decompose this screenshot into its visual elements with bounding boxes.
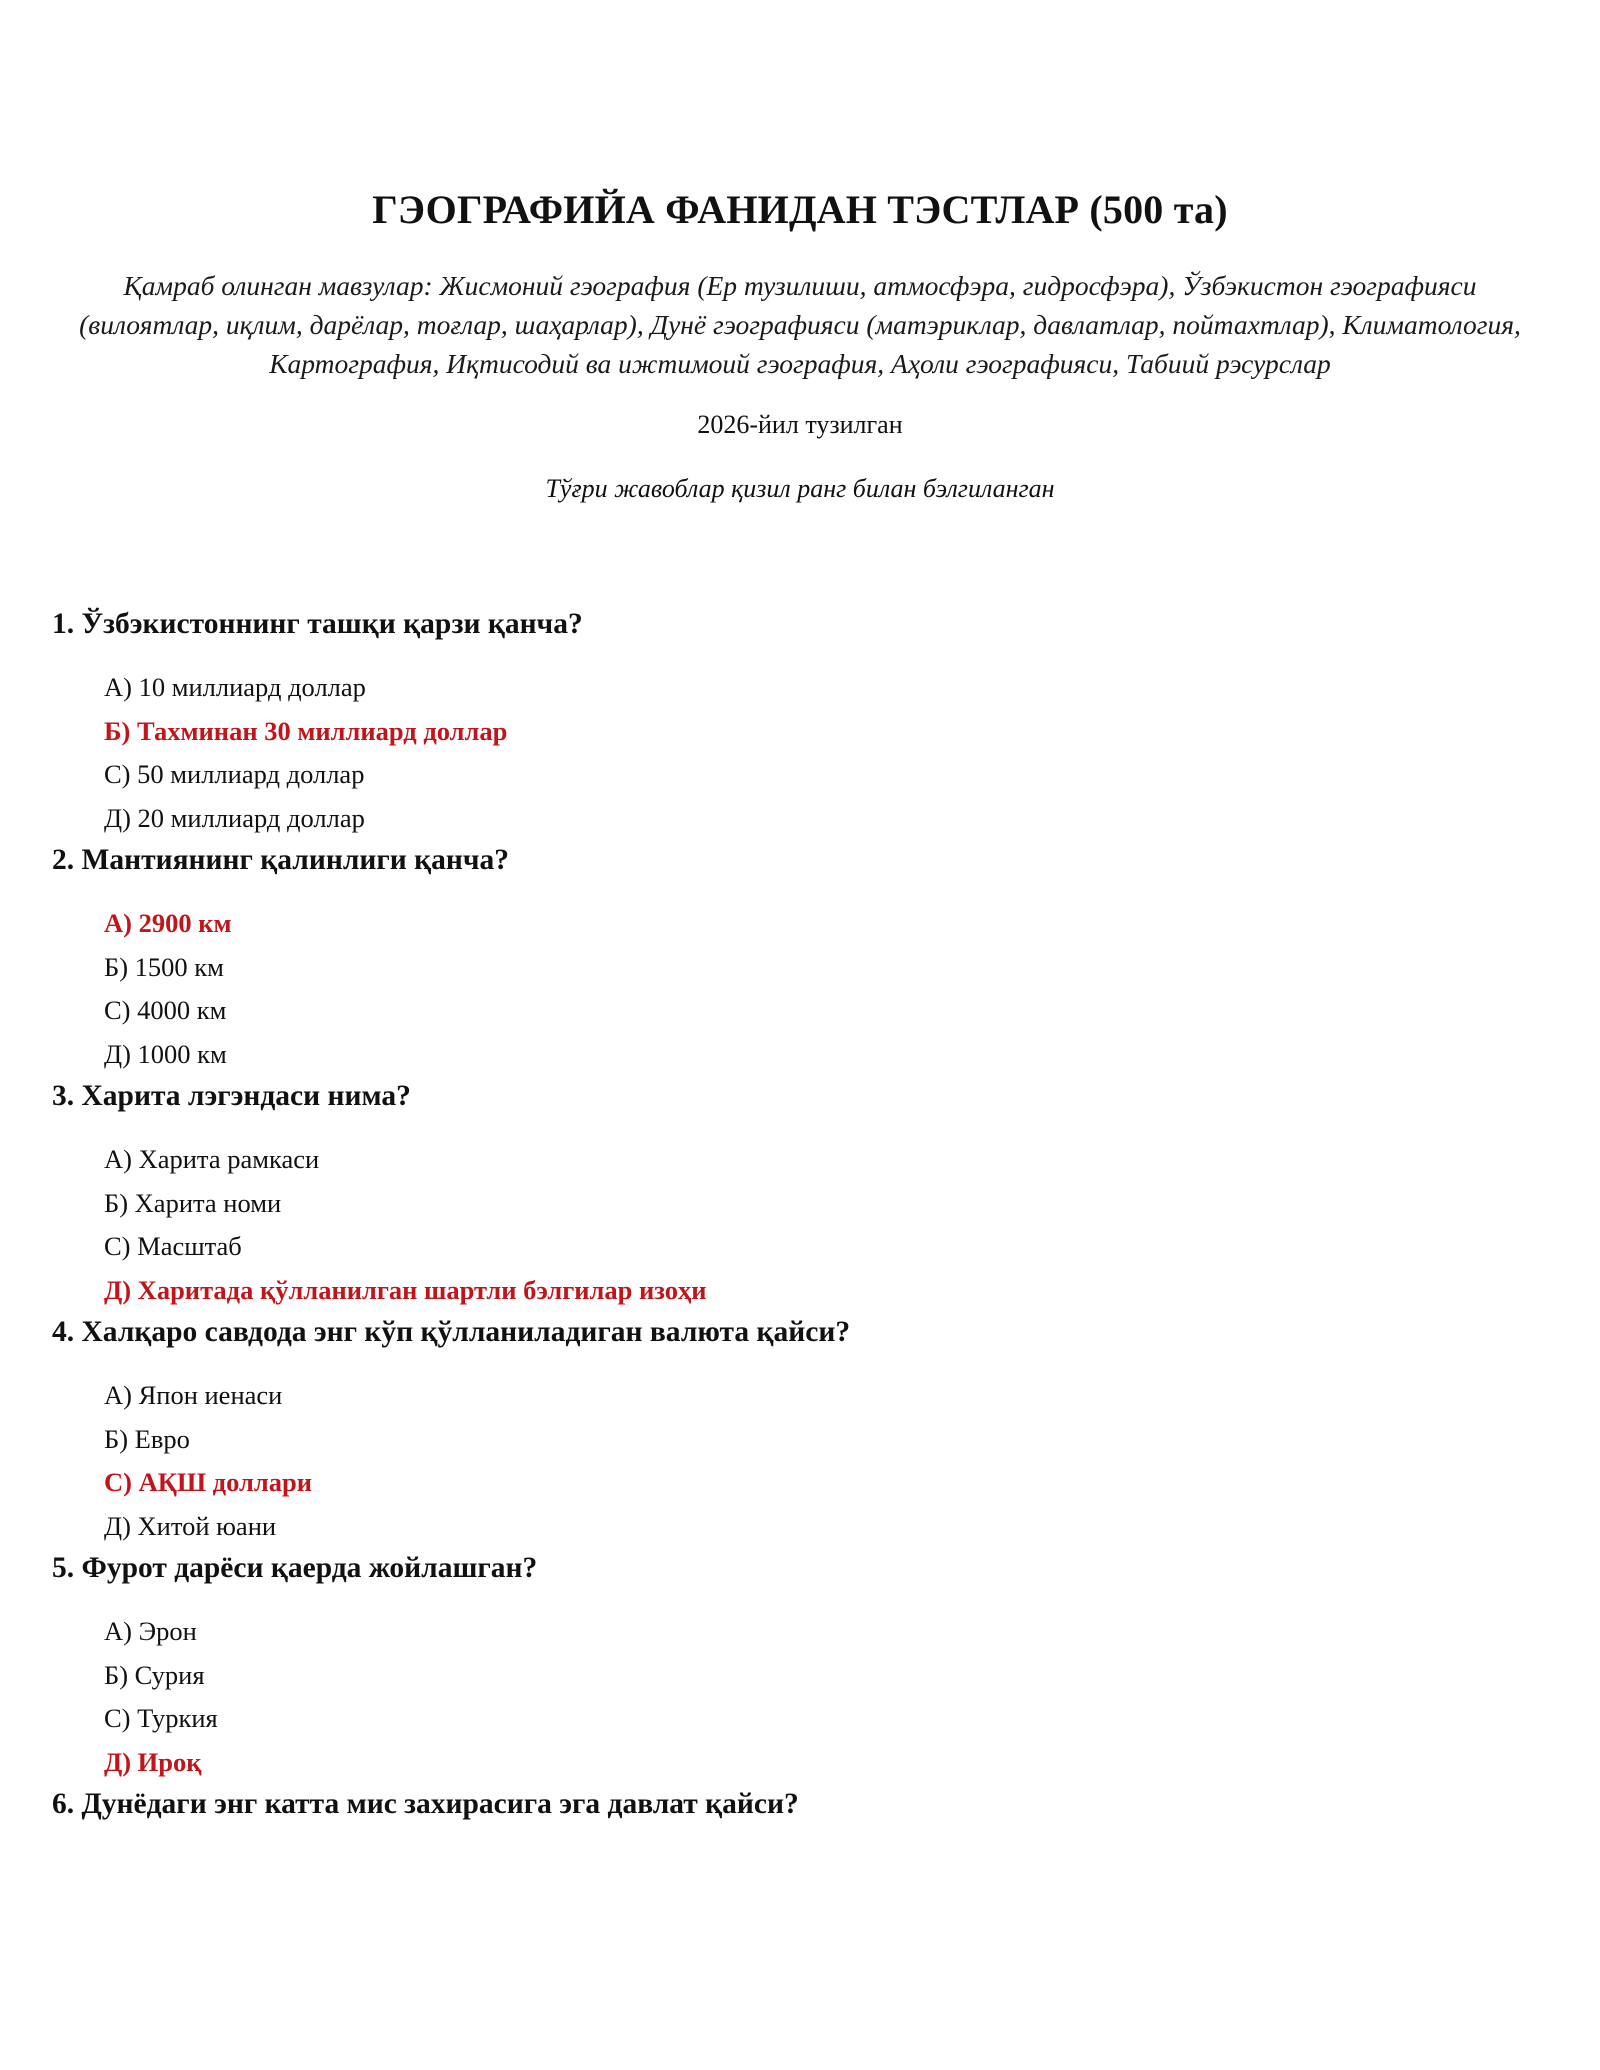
question-text: 1. Ўзбэкистоннинг ташқи қарзи қанча? [52, 608, 583, 640]
answer-options [104, 666, 1552, 840]
page-title: ГЭОГРАФИЙА ФАНИДАН ТЭСТЛАР (500 та) [372, 187, 1228, 232]
answer-key-note: Тўғри жавоблар қизил ранг билан бэлгиланган [545, 474, 1055, 503]
answer-option: Д) 20 миллиард доллар [104, 802, 365, 833]
answer-option: С) 4000 км [104, 995, 227, 1025]
question-block [52, 1076, 1552, 1312]
answer-option: С) Туркия [104, 1703, 218, 1733]
questions-list [52, 604, 1552, 1846]
answer-option: Д) Хитой юани [104, 1510, 277, 1541]
correct-answer-option: Б) Тахминан 30 миллиард доллар [104, 715, 508, 746]
correct-answer-option: С) АҚШ доллари [104, 1467, 312, 1497]
answer-option: А) Харита рамкаси [104, 1144, 320, 1174]
correct-answer-option: Д) Ироқ [104, 1746, 202, 1777]
question-block [52, 1784, 1552, 1824]
answer-option: С) 50 миллиард доллар [104, 759, 365, 789]
question-text: 5. Фурот дарёси қаерда жойлашган? [52, 1552, 538, 1584]
correct-answer-option: А) 2900 км [104, 908, 232, 938]
answer-option: А) Эрон [104, 1616, 197, 1646]
question-block [52, 1312, 1552, 1548]
question-block [52, 1548, 1552, 1784]
answer-options [104, 1138, 1552, 1312]
answer-option: С) Масштаб [104, 1231, 242, 1261]
question-text: 6. Дунёдаги энг катта мис захирасига эга давлат қайси? [52, 1788, 799, 1820]
correct-answer-option: Д) Харитада қўлланилган шартли бэлгилар изоҳи [104, 1274, 707, 1305]
answer-option: Б) Сурия [104, 1659, 205, 1690]
topics-description: Қамраб олинган мавзулар: Жисмоний гэография (Ер тузилиши, атмосфэра, гидросфэра), Ўзбэкистон гэографияси (вилоятлар, иқлим, дарёлар, тоғлар, шаҳарлар), Дунё гэографияси (матэриклар, давлатлар, пойтахтлар), Климатология, Картография, Иқтисодий ва ижтимоий гэография, Аҳоли гэографияси, Табиий рэсурслар [79, 270, 1521, 379]
question-text: 2. Мантиянинг қалинлиги қанча? [52, 844, 510, 876]
question-text: 3. Харита лэгэндаси нима? [52, 1080, 411, 1112]
answer-options [104, 1374, 1552, 1548]
answer-options [104, 902, 1552, 1076]
answer-option: Б) Евро [104, 1423, 190, 1454]
answer-option: Б) 1500 км [104, 951, 224, 982]
answer-option: Б) Харита номи [104, 1187, 282, 1218]
question-block [52, 604, 1552, 840]
question-block [52, 840, 1552, 1076]
answer-option: А) 10 миллиард доллар [104, 672, 366, 702]
answer-option: А) Япон иенаси [104, 1380, 283, 1410]
compiled-year: 2026-йил тузилган [697, 410, 903, 439]
answer-option: Д) 1000 км [104, 1038, 227, 1069]
question-text: 4. Халқаро савдода энг кўп қўлланиладиган валюта қайси? [52, 1316, 851, 1348]
answer-options [104, 1610, 1552, 1784]
